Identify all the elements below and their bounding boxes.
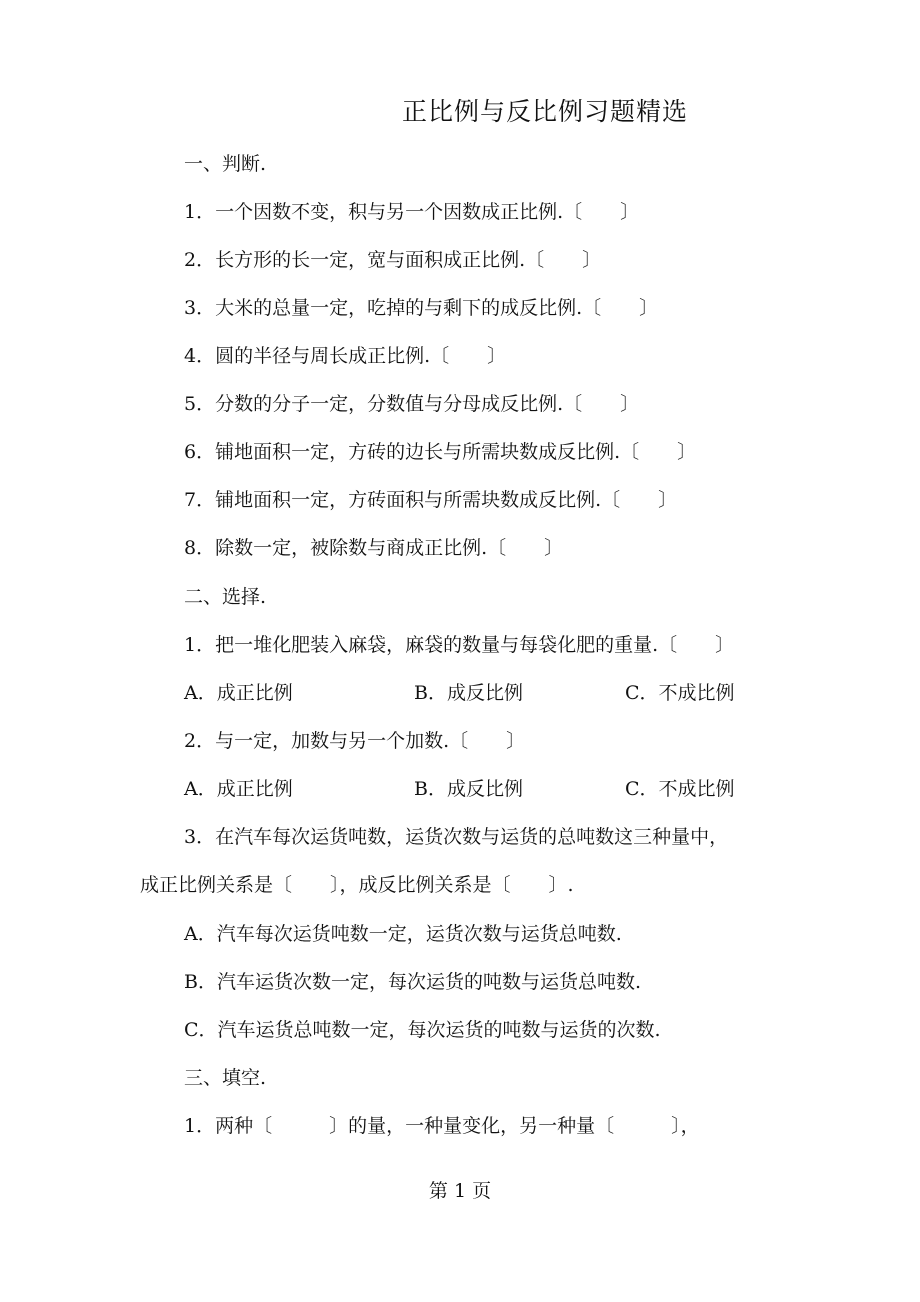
choice-q3-option-b: B．汽车运货次数一定，每次运货的吨数与运货总吨数. [184, 971, 642, 993]
choice-q1-option-c: C．不成比例 [625, 682, 735, 704]
choice-q1-option-a: A．成正比例 [184, 682, 293, 704]
choice-q3-stem-line1: 3．在汽车每次运货吨数，运货次数与运货的总吨数这三种量中， [184, 826, 729, 848]
choice-q3-option-c: C．汽车运货总吨数一定，每次运货的吨数与运货的次数. [184, 1019, 661, 1041]
fill-item-1: 1．两种〔 〕的量，一种量变化，另一种量〔 〕， [184, 1115, 700, 1137]
section-heading-choice: 二、选择. [184, 586, 267, 608]
choice-q2-option-c: C．不成比例 [625, 778, 735, 800]
judge-item-7: 7．铺地面积一定，方砖面积与所需块数成反比例.〔 〕 [184, 489, 678, 511]
choice-q2-option-a: A．成正比例 [184, 778, 293, 800]
judge-item-1: 1．一个因数不变，积与另一个因数成正比例.〔 〕 [184, 201, 640, 223]
section-heading-judge: 一、判断. [184, 153, 267, 175]
choice-q1-option-b: B．成反比例 [414, 682, 523, 704]
judge-item-5: 5．分数的分子一定，分数值与分母成反比例.〔 〕 [184, 393, 640, 415]
judge-item-3: 3．大米的总量一定，吃掉的与剩下的成反比例.〔 〕 [184, 297, 659, 319]
choice-q2-option-b: B．成反比例 [414, 778, 523, 800]
choice-q3-stem-line2: 成正比例关系是〔 〕，成反比例关系是〔 〕. [140, 874, 574, 896]
choice-q1-stem: 1．把一堆化肥装入麻袋，麻袋的数量与每袋化肥的重量.〔 〕 [184, 634, 735, 656]
judge-item-6: 6．铺地面积一定，方砖的边长与所需块数成反比例.〔 〕 [184, 441, 697, 463]
judge-item-8: 8．除数一定，被除数与商成正比例.〔 〕 [184, 537, 564, 559]
section-heading-fill: 三、填空. [184, 1067, 267, 1089]
choice-q2-stem: 2．与一定，加数与另一个加数.〔 〕 [184, 730, 526, 752]
judge-item-2: 2．长方形的长一定，宽与面积成正比例.〔 〕 [184, 249, 602, 271]
page-number: 第 1 页 [428, 1180, 492, 1202]
choice-q3-option-a: A．汽车每次运货吨数一定，运货次数与运货总吨数. [184, 923, 622, 945]
page-title: 正比例与反比例习题精选 [401, 97, 688, 126]
judge-item-4: 4．圆的半径与周长成正比例.〔 〕 [184, 345, 507, 367]
